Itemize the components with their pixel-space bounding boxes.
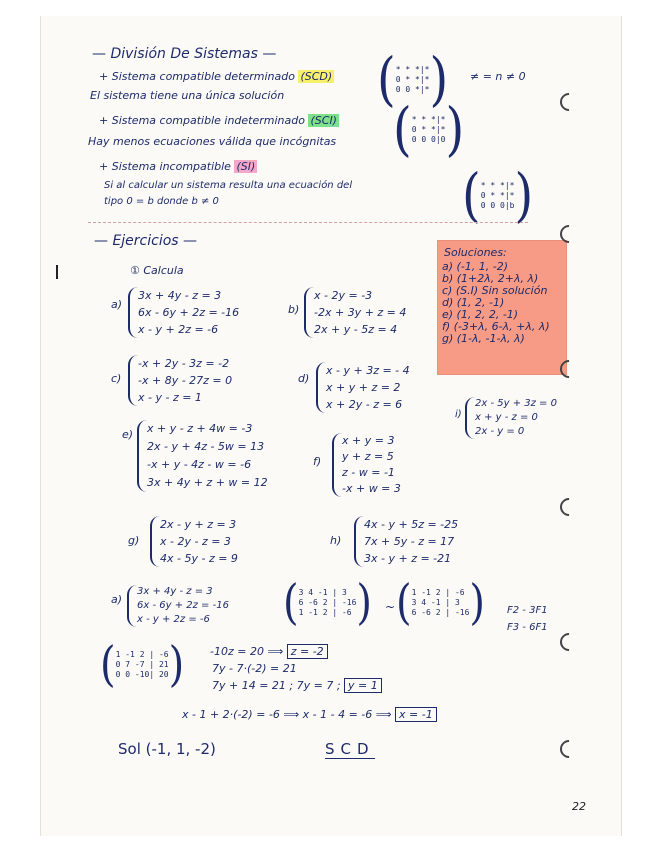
equation: x + y = 3 (342, 434, 395, 447)
exercises-heading: — Ejercicios — (94, 233, 198, 249)
solution-line: Sol (-1, 1, -2) (118, 740, 216, 758)
matrix-row: 6 -6 2 | -16 (298, 598, 357, 607)
equation: 6x - 6y + 2z = -16 (137, 600, 229, 611)
exercise-d-label: d) (298, 372, 310, 385)
equation: 2x - y + 4z - 5w = 13 (147, 440, 265, 453)
equation: 4x - y + 5z = -25 (364, 518, 459, 531)
sci-tag: (SCI) (310, 114, 337, 127)
exercise-i-label: i) (455, 409, 462, 420)
exercise-i-system (465, 397, 557, 439)
exercise-b-system (304, 287, 406, 338)
step-2: 7y - 7·(-2) = 21 (212, 662, 297, 675)
step-3: 7y + 14 = 21 ; 7y = 7 ; y = 1 (212, 679, 382, 692)
equation: -x + 2y - 3z = -2 (138, 357, 230, 370)
equation: z - w = -1 (342, 466, 395, 479)
matrix-row: 3 4 -1 | 3 (411, 598, 460, 607)
equation: x + 2y - z = 6 (326, 398, 403, 411)
exercise-a-system (128, 287, 239, 338)
equation: x + y - z = 0 (475, 412, 538, 423)
x-result: x = -1 (395, 707, 437, 722)
si-tag: (SI) (236, 160, 256, 173)
solution-item: a) (-1, 1, -2) (442, 260, 509, 273)
equation: x + y + z = 2 (326, 381, 401, 394)
matrix-row: * * *|* (411, 115, 446, 124)
matrix-row: 0 0 -10| 20 (115, 670, 169, 679)
solutions-box (437, 240, 567, 375)
worked-label: a) (111, 593, 123, 606)
exercise-f-label: f) (313, 455, 322, 468)
scd-note: El sistema tiene una única solución (90, 89, 285, 102)
page-title: — División De Sistemas — (92, 46, 277, 62)
matrix-sci: ( * * *|* 0 * *|* 0 0 0|0 ) (393, 96, 465, 164)
equation: x - 2y = -3 (314, 289, 373, 302)
equation: x - y + 3z = - 4 (326, 364, 410, 377)
matrix-row: 0 0 *|* (395, 85, 430, 94)
exercise-h-system (354, 516, 458, 567)
solution-item: c) (S.I) Sin solución (442, 284, 548, 297)
row-op-1: F2 - 3F1 (507, 605, 548, 616)
equation: 2x - 5y + 3z = 0 (475, 398, 557, 409)
matrix-row: 0 7 -7 | 21 (115, 660, 169, 669)
y-result: y = 1 (344, 678, 382, 693)
instruction: ① Calcula (130, 264, 184, 277)
exercise-b-label: b) (288, 303, 300, 316)
solution-item: g) (1-λ, -1-λ, λ) (442, 332, 525, 345)
scd-line: + Sistema compatible determinado (SCD) (99, 70, 333, 83)
matrix-row: * * *|* (395, 65, 430, 74)
exercise-g-label: g) (128, 534, 140, 547)
matrix-si: ( * * *|* 0 * *|* 0 0 0|b ) (462, 162, 534, 230)
solutions-title: Soluciones: (444, 246, 507, 259)
exercise-e-system (137, 420, 268, 492)
exercise-c-system (128, 355, 232, 406)
z-result: z = -2 (287, 644, 328, 659)
matrix-row: 0 * *|* (395, 75, 430, 84)
tilde-1: ~ (385, 600, 396, 614)
equation: 7x + 5y - z = 17 (364, 535, 455, 548)
page-number: 22 (572, 800, 586, 813)
equation: 4x - 5y - z = 9 (160, 552, 238, 565)
worked-matrix-3: ( 1 -1 2 | -6 0 7 -7 | 21 0 0 -10| 20 ) (100, 637, 185, 693)
equation: 3x - y + z = -21 (364, 552, 452, 565)
equation: x + y - z + 4w = -3 (147, 422, 253, 435)
matrix-row: 3 4 -1 | 3 (298, 588, 347, 597)
scd-tag: (SCD) (300, 70, 333, 83)
exercise-g-system (150, 516, 238, 567)
equation: 3x + 4y - z = 3 (138, 289, 222, 302)
equation: x - y + 2z = -6 (138, 323, 219, 336)
worked-matrix-2: ( 1 -1 2 | -6 3 4 -1 | 3 6 -6 2 | -16 ) (396, 575, 486, 631)
solution-item: f) (-3+λ, 6-λ, +λ, λ) (442, 320, 550, 333)
equation: x - y + 2z = -6 (137, 614, 210, 625)
matrix-row: 1 -1 2 | -6 (411, 588, 465, 597)
solution-item: b) (1+2λ, 2+λ, λ) (442, 272, 539, 285)
matrix-row: 6 -6 2 | -16 (411, 608, 470, 617)
sci-note: Hay menos ecuaciones válida que incógnitas (88, 135, 337, 148)
equation: 2x - y = 0 (475, 426, 525, 437)
equation: 2x + y - 5z = 4 (314, 323, 398, 336)
si-line: + Sistema incompatible (SI) (99, 160, 256, 173)
exercise-f-system (332, 433, 401, 497)
equation: 2x - y + z = 3 (160, 518, 237, 531)
matrix-row: 0 * *|* (411, 125, 446, 134)
matrix-row: * * *|* (480, 181, 515, 190)
divider (88, 222, 528, 223)
margin-mark (56, 265, 58, 279)
equation: -x + w = 3 (342, 482, 401, 495)
matrix-row: 0 0 0|0 (411, 135, 446, 144)
equation: -x + y - 4z - w = -6 (147, 458, 252, 471)
solution-item: e) (1, 2, 2, -1) (442, 308, 519, 321)
equation: y + z = 5 (342, 450, 394, 463)
matrix-row: 0 0 0|b (480, 201, 515, 210)
exercise-e-label: e) (122, 428, 134, 441)
equation: 3x + 4y + z + w = 12 (147, 476, 268, 489)
equation: x - 2y - z = 3 (160, 535, 231, 548)
exercise-h-label: h) (330, 534, 342, 547)
matrix-row: 1 -1 2 | -6 (298, 608, 352, 617)
si-note-2: tipo 0 = b donde b ≠ 0 (104, 196, 219, 207)
step-4: x - 1 + 2·(-2) = -6 ⟹ x - 1 - 4 = -6 ⟹ x = -1 (182, 708, 437, 721)
matrix-row: 1 -1 2 | -6 (115, 650, 169, 659)
equation: x - y - z = 1 (138, 391, 202, 404)
solution-item: d) (1, 2, -1) (442, 296, 505, 309)
matrix-scd: ( * * *|* 0 * *|* 0 0 *|* ) (377, 46, 449, 114)
solution-type: SCD (325, 740, 375, 758)
row-op-2: F3 - 6F1 (507, 622, 548, 633)
sci-line: + Sistema compatible indeterminado (SCI) (99, 114, 337, 127)
si-note-1: Si al calcular un sistema resulta una ecuación del (104, 180, 353, 191)
matrix-row: 0 * *|* (480, 191, 515, 200)
exercise-c-label: c) (111, 372, 122, 385)
exercise-a-label: a) (111, 298, 123, 311)
step-1: -10z = 20 ⟹ z = -2 (210, 645, 328, 658)
worked-matrix-1: ( 3 4 -1 | 3 6 -6 2 | -16 1 -1 2 | -6 ) (283, 575, 373, 631)
equation: 3x + 4y - z = 3 (137, 586, 213, 597)
exercise-d-system (316, 362, 410, 413)
equation: 6x - 6y + 2z = -16 (138, 306, 240, 319)
scd-condition: ≠ = n ≠ 0 (470, 70, 526, 83)
worked-system (127, 585, 229, 627)
equation: -2x + 3y + z = 4 (314, 306, 407, 319)
equation: -x + 8y - 27z = 0 (138, 374, 233, 387)
